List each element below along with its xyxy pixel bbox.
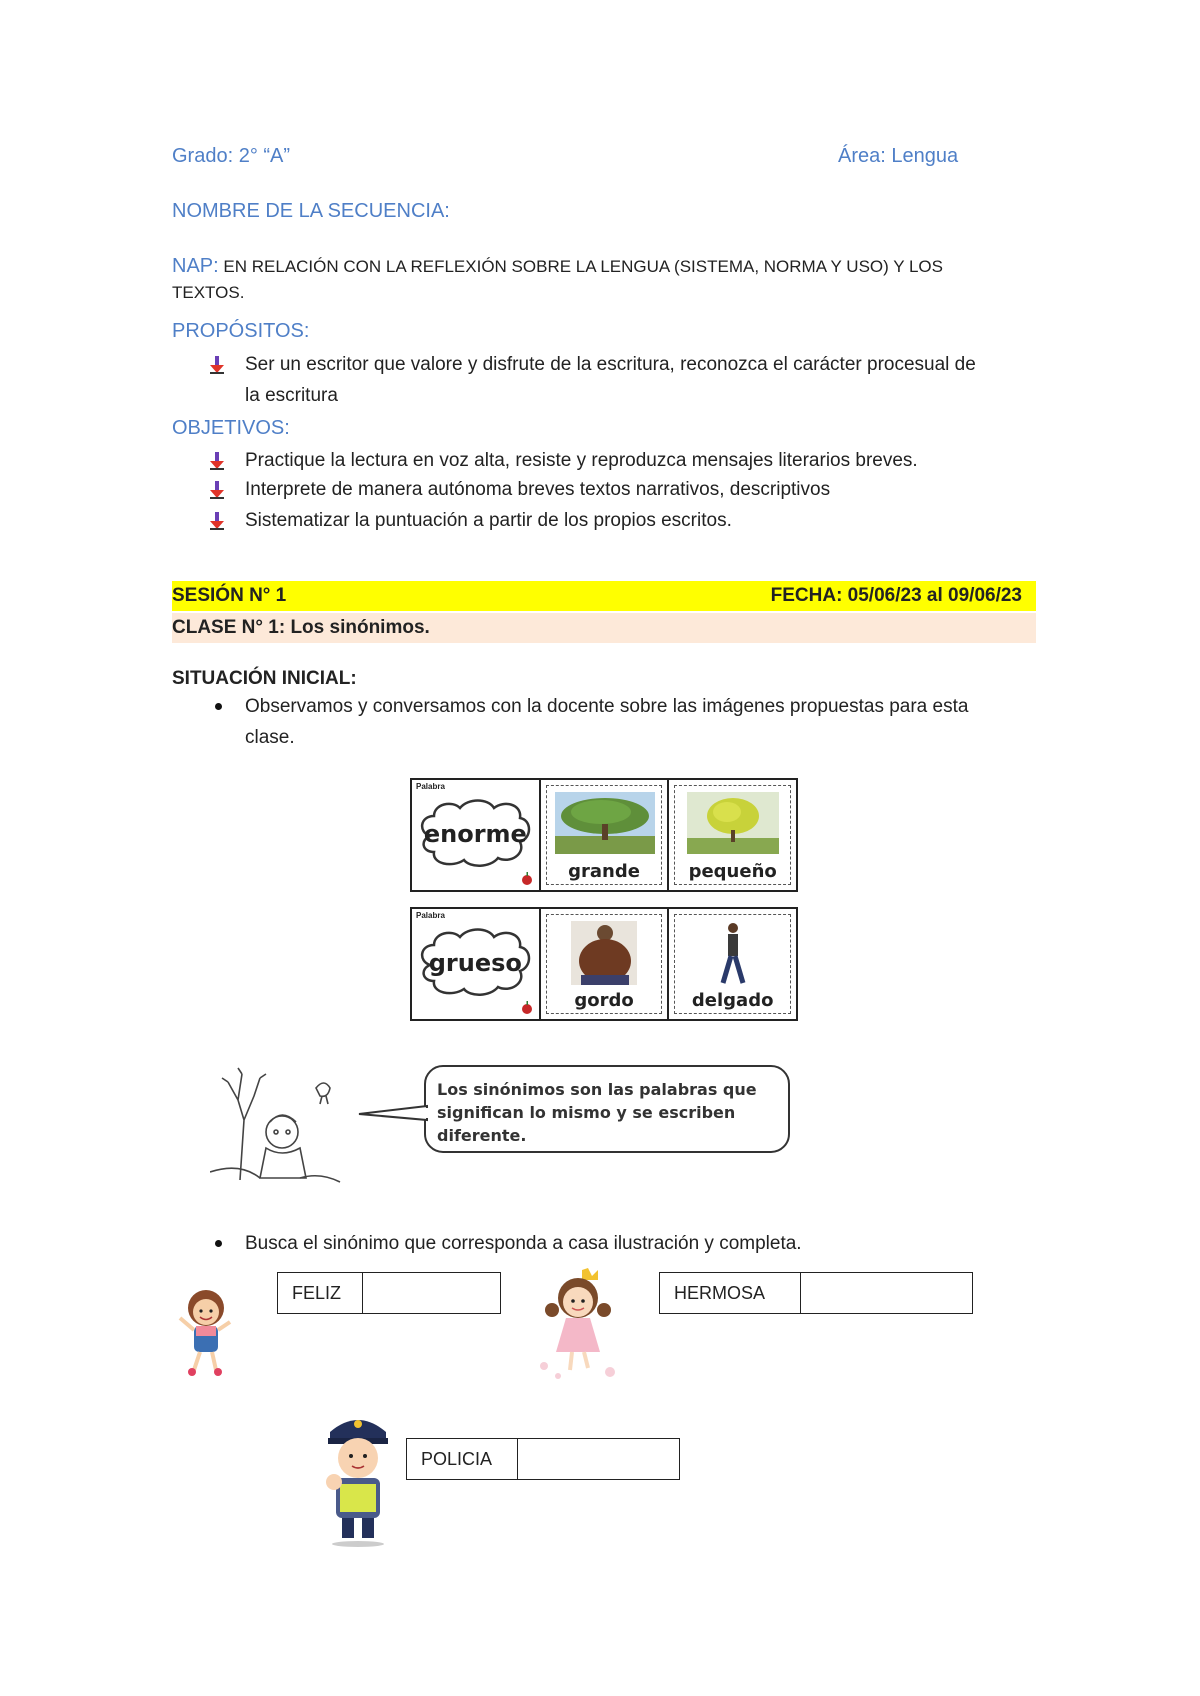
secuencia-label: NOMBRE DE LA SECUENCIA:	[172, 200, 450, 222]
synonym-card-row-1	[410, 778, 798, 892]
speech-text	[437, 1078, 757, 1147]
answer-box-policia	[406, 1438, 680, 1480]
boy-thinking-illustration	[210, 1060, 360, 1190]
speech-line-2: significan lo mismo y se escriben	[437, 1103, 736, 1122]
propositos-title: PROPÓSITOS:	[172, 320, 310, 342]
objetivos-title: OBJETIVOS:	[172, 417, 290, 439]
answer-blank[interactable]	[801, 1273, 972, 1313]
bullet-dot	[215, 1240, 222, 1247]
answer-blank[interactable]	[518, 1439, 679, 1479]
objetivo-item-2: Interprete de manera autónoma breves textos narrativos, descriptivos	[245, 479, 831, 500]
antonym-card	[669, 780, 796, 890]
proposito-item-2: la escritura	[245, 385, 338, 406]
bullet-dot	[215, 703, 222, 710]
grado-label: Grado: 2° “A”	[172, 145, 291, 167]
proposito-item-1: Ser un escritor que valore y disfrute de la escritura, reconozca el carácter procesual de	[245, 354, 976, 375]
synonym-word: grande	[568, 861, 640, 882]
antonym-card	[669, 909, 796, 1019]
princess-girl-image	[532, 1266, 624, 1382]
main-word: grueso	[428, 949, 522, 977]
speech-line-3: diferente.	[437, 1126, 527, 1145]
objetivo-item-3: Sistematizar la puntuación a partir de los propios escritos.	[245, 510, 732, 531]
nap-text-2: TEXTOS.	[172, 283, 245, 302]
antonym-word: pequeño	[688, 861, 777, 882]
antonym-word: delgado	[691, 990, 774, 1011]
palabra-tag: Palabra	[416, 911, 445, 920]
class-label: CLASE N° 1:	[172, 617, 291, 638]
police-boy-image	[318, 1408, 398, 1548]
exercise-instruction: Busca el sinónimo que corresponda a casa ilustración y completa.	[245, 1233, 802, 1254]
objetivo-item-1: Practique la lectura en voz alta, resiste y reproduzca mensajes literarios breves.	[245, 450, 918, 471]
answer-word-label: HERMOSA	[660, 1273, 801, 1313]
situacion-bullet-1: Observamos y conversamos con la docente sobre las imágenes propuestas para esta	[245, 696, 969, 717]
small-tree-image	[687, 792, 779, 854]
synonym-card-row-2	[410, 907, 798, 1021]
apple-icon	[519, 1001, 535, 1015]
class-title: Los sinónimos.	[290, 617, 430, 638]
thin-man-image	[713, 921, 753, 987]
arrow-down-bullet-icon	[210, 481, 224, 499]
session-label: SESIÓN N° 1	[172, 585, 287, 606]
class-line	[172, 617, 430, 639]
answer-box-feliz	[277, 1272, 501, 1314]
main-word-card	[412, 780, 541, 890]
class-bar	[172, 613, 1036, 643]
area-label: Área: Lengua	[838, 145, 959, 167]
heavy-man-image	[571, 921, 637, 985]
situacion-bullet-1b: clase.	[245, 727, 295, 748]
session-date: FECHA: 05/06/23 al 09/06/23	[770, 585, 1022, 606]
happy-girl-image	[172, 1284, 238, 1378]
situacion-title: SITUACIÓN INICIAL:	[172, 668, 357, 689]
arrow-down-bullet-icon	[210, 356, 224, 374]
synonym-word: gordo	[574, 990, 634, 1011]
nap-line	[172, 255, 943, 278]
arrow-down-bullet-icon	[210, 512, 224, 530]
nap-text-1: EN RELACIÓN CON LA REFLEXIÓN SOBRE LA LENGUA (SISTEMA, NORMA Y USO) Y LOS	[218, 257, 943, 276]
session-bar	[172, 581, 1036, 611]
main-word-card	[412, 909, 541, 1019]
answer-word-label: FELIZ	[278, 1273, 363, 1313]
answer-word-label: POLICIA	[407, 1439, 518, 1479]
arrow-down-bullet-icon	[210, 452, 224, 470]
synonym-card	[541, 780, 670, 890]
answer-box-hermosa	[659, 1272, 973, 1314]
synonym-card	[541, 909, 670, 1019]
main-word: enorme	[423, 820, 527, 848]
answer-blank[interactable]	[363, 1273, 500, 1313]
apple-icon	[519, 872, 535, 886]
speech-line-1: Los sinónimos son las palabras que	[437, 1080, 757, 1099]
big-tree-image	[555, 792, 655, 854]
nap-label: NAP:	[172, 255, 219, 277]
palabra-tag: Palabra	[416, 782, 445, 791]
